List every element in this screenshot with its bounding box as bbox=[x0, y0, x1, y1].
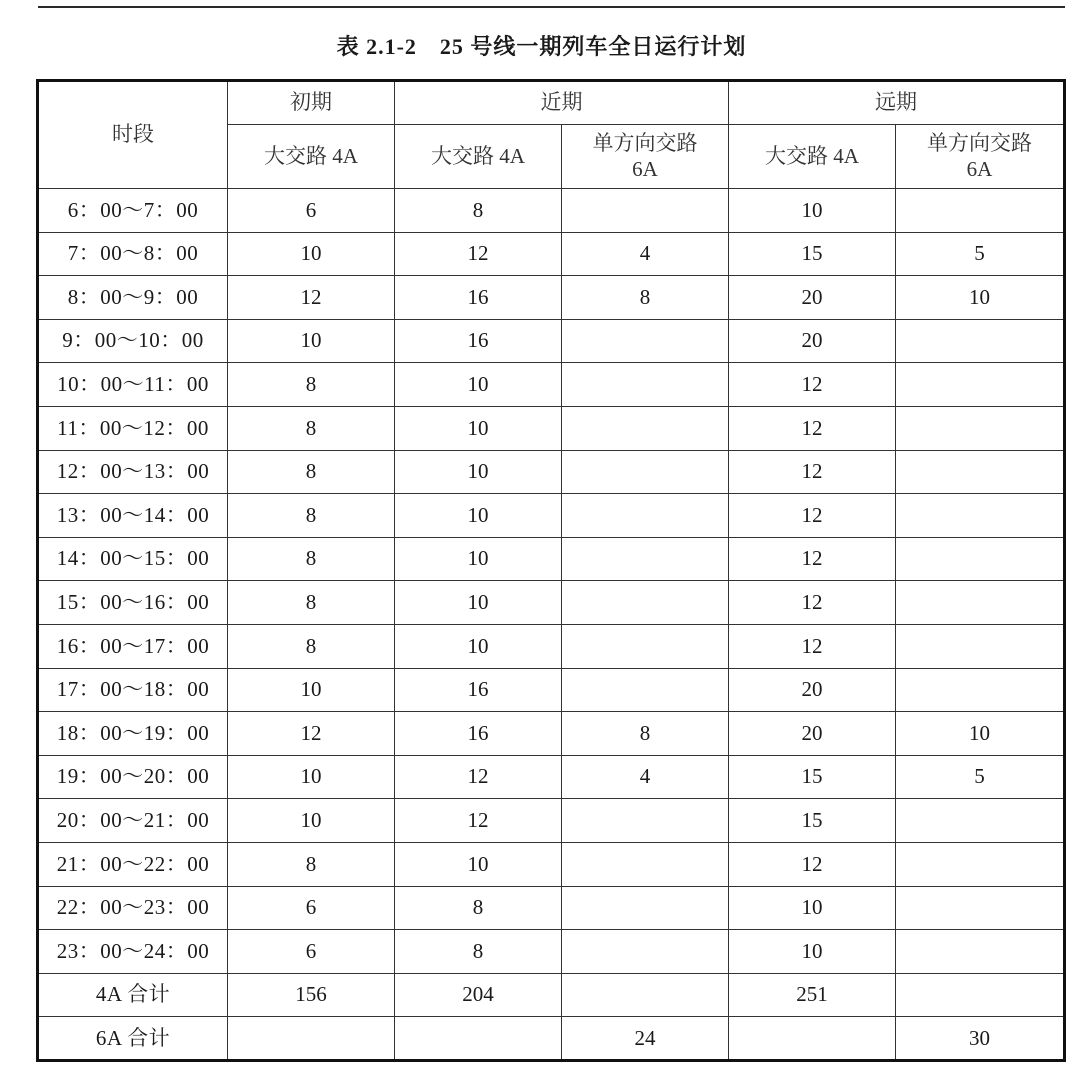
cell-initial: 8 bbox=[228, 406, 395, 450]
cell-near-4a: 204 bbox=[395, 973, 562, 1017]
cell-near-4a: 10 bbox=[395, 450, 562, 494]
cell-initial: 8 bbox=[228, 363, 395, 407]
cell-far-4a: 12 bbox=[729, 406, 896, 450]
period-cell: 4A 合计 bbox=[38, 973, 228, 1017]
cell-near-4a: 10 bbox=[395, 363, 562, 407]
header-near: 近期 bbox=[395, 81, 729, 125]
cell-far-6a bbox=[896, 189, 1065, 233]
cell-near-6a bbox=[562, 319, 729, 363]
cell-near-6a bbox=[562, 973, 729, 1017]
table-row bbox=[38, 189, 1065, 233]
cell-far-4a: 20 bbox=[729, 276, 896, 320]
cell-far-6a bbox=[896, 450, 1065, 494]
table-row bbox=[38, 973, 1065, 1017]
cell-near-6a: 24 bbox=[562, 1017, 729, 1061]
cell-near-6a bbox=[562, 799, 729, 843]
cell-near-6a bbox=[562, 581, 729, 625]
cell-near-4a: 10 bbox=[395, 537, 562, 581]
cell-initial: 8 bbox=[228, 494, 395, 538]
cell-far-4a: 10 bbox=[729, 930, 896, 974]
cell-initial: 6 bbox=[228, 886, 395, 930]
table-row bbox=[38, 1017, 1065, 1061]
cell-far-6a bbox=[896, 842, 1065, 886]
cell-near-4a: 10 bbox=[395, 842, 562, 886]
cell-far-6a: 10 bbox=[896, 712, 1065, 756]
cell-far-4a: 12 bbox=[729, 450, 896, 494]
cell-near-4a: 10 bbox=[395, 581, 562, 625]
cell-near-6a bbox=[562, 494, 729, 538]
cell-near-6a: 4 bbox=[562, 755, 729, 799]
cell-far-6a: 10 bbox=[896, 276, 1065, 320]
cell-far-4a: 10 bbox=[729, 189, 896, 233]
cell-initial bbox=[228, 1017, 395, 1061]
table-row bbox=[38, 886, 1065, 930]
period-cell: 12：00～13：00 bbox=[38, 450, 228, 494]
table-row bbox=[38, 842, 1065, 886]
cell-initial: 156 bbox=[228, 973, 395, 1017]
header-initial-4a: 大交路 4A bbox=[228, 125, 395, 189]
period-cell: 16：00～17：00 bbox=[38, 624, 228, 668]
cell-near-6a bbox=[562, 189, 729, 233]
table-row bbox=[38, 276, 1065, 320]
cell-near-4a: 16 bbox=[395, 276, 562, 320]
cell-near-6a: 8 bbox=[562, 276, 729, 320]
cell-near-4a: 16 bbox=[395, 668, 562, 712]
period-cell: 8：00～9：00 bbox=[38, 276, 228, 320]
cell-far-6a: 30 bbox=[896, 1017, 1065, 1061]
cell-far-4a: 251 bbox=[729, 973, 896, 1017]
period-cell: 6A 合计 bbox=[38, 1017, 228, 1061]
cell-near-4a: 12 bbox=[395, 799, 562, 843]
cell-far-6a bbox=[896, 363, 1065, 407]
table-row bbox=[38, 363, 1065, 407]
schedule-table bbox=[36, 79, 1066, 1062]
cell-far-4a bbox=[729, 1017, 896, 1061]
table-title: 表 2.1-2 25 号线一期列车全日运行计划 bbox=[336, 34, 747, 59]
cell-far-6a bbox=[896, 537, 1065, 581]
cell-far-6a: 5 bbox=[896, 232, 1065, 276]
cell-initial: 10 bbox=[228, 232, 395, 276]
cell-initial: 8 bbox=[228, 624, 395, 668]
period-cell: 15：00～16：00 bbox=[38, 581, 228, 625]
cell-near-6a: 4 bbox=[562, 232, 729, 276]
cell-far-4a: 12 bbox=[729, 537, 896, 581]
period-cell: 21：00～22：00 bbox=[38, 842, 228, 886]
cell-near-4a: 10 bbox=[395, 494, 562, 538]
cell-far-4a: 12 bbox=[729, 363, 896, 407]
cell-far-4a: 12 bbox=[729, 494, 896, 538]
cell-far-6a bbox=[896, 886, 1065, 930]
cell-near-6a bbox=[562, 930, 729, 974]
header-near-6a: 单方向交路 6A bbox=[562, 125, 729, 189]
table-row bbox=[38, 799, 1065, 843]
cell-initial: 6 bbox=[228, 930, 395, 974]
table-row bbox=[38, 712, 1065, 756]
header-near-4a: 大交路 4A bbox=[395, 125, 562, 189]
cell-initial: 10 bbox=[228, 799, 395, 843]
cell-far-4a: 15 bbox=[729, 232, 896, 276]
cell-near-6a bbox=[562, 363, 729, 407]
cell-near-4a: 8 bbox=[395, 189, 562, 233]
cell-near-4a: 16 bbox=[395, 319, 562, 363]
period-cell: 6：00～7：00 bbox=[38, 189, 228, 233]
cell-far-4a: 12 bbox=[729, 842, 896, 886]
header-period: 时段 bbox=[38, 81, 228, 189]
header-row-1 bbox=[38, 81, 1065, 125]
table-row bbox=[38, 406, 1065, 450]
cell-initial: 8 bbox=[228, 450, 395, 494]
cell-near-4a: 16 bbox=[395, 712, 562, 756]
cell-far-6a bbox=[896, 973, 1065, 1017]
top-rule bbox=[38, 6, 1065, 8]
header-far-6a: 单方向交路 6A bbox=[896, 125, 1065, 189]
cell-far-6a bbox=[896, 624, 1065, 668]
cell-far-6a bbox=[896, 668, 1065, 712]
cell-far-4a: 20 bbox=[729, 668, 896, 712]
cell-far-6a bbox=[896, 581, 1065, 625]
cell-initial: 8 bbox=[228, 581, 395, 625]
cell-far-6a bbox=[896, 319, 1065, 363]
table-row bbox=[38, 624, 1065, 668]
table-row bbox=[38, 930, 1065, 974]
cell-far-6a bbox=[896, 799, 1065, 843]
period-cell: 10：00～11：00 bbox=[38, 363, 228, 407]
cell-far-6a: 5 bbox=[896, 755, 1065, 799]
table-row bbox=[38, 537, 1065, 581]
table-row bbox=[38, 450, 1065, 494]
table-row bbox=[38, 232, 1065, 276]
cell-far-4a: 20 bbox=[729, 319, 896, 363]
period-cell: 7：00～8：00 bbox=[38, 232, 228, 276]
table-row bbox=[38, 319, 1065, 363]
cell-far-6a bbox=[896, 406, 1065, 450]
cell-initial: 6 bbox=[228, 189, 395, 233]
period-cell: 13：00～14：00 bbox=[38, 494, 228, 538]
cell-initial: 10 bbox=[228, 755, 395, 799]
cell-far-6a bbox=[896, 930, 1065, 974]
cell-initial: 12 bbox=[228, 276, 395, 320]
cell-near-6a bbox=[562, 406, 729, 450]
period-cell: 20：00～21：00 bbox=[38, 799, 228, 843]
cell-initial: 10 bbox=[228, 319, 395, 363]
table-row bbox=[38, 755, 1065, 799]
cell-near-6a bbox=[562, 624, 729, 668]
period-cell: 23：00～24：00 bbox=[38, 930, 228, 974]
header-initial: 初期 bbox=[228, 81, 395, 125]
cell-near-6a bbox=[562, 842, 729, 886]
cell-far-4a: 20 bbox=[729, 712, 896, 756]
cell-initial: 8 bbox=[228, 537, 395, 581]
period-cell: 22：00～23：00 bbox=[38, 886, 228, 930]
cell-initial: 8 bbox=[228, 842, 395, 886]
cell-initial: 12 bbox=[228, 712, 395, 756]
period-cell: 14：00～15：00 bbox=[38, 537, 228, 581]
cell-near-4a: 10 bbox=[395, 624, 562, 668]
table-row bbox=[38, 494, 1065, 538]
period-cell: 19：00～20：00 bbox=[38, 755, 228, 799]
cell-far-4a: 12 bbox=[729, 624, 896, 668]
period-cell: 11：00～12：00 bbox=[38, 406, 228, 450]
period-cell: 17：00～18：00 bbox=[38, 668, 228, 712]
cell-near-4a: 8 bbox=[395, 886, 562, 930]
cell-initial: 10 bbox=[228, 668, 395, 712]
cell-near-6a bbox=[562, 537, 729, 581]
header-far: 远期 bbox=[729, 81, 1065, 125]
table-row bbox=[38, 668, 1065, 712]
table-row bbox=[38, 581, 1065, 625]
cell-near-4a: 12 bbox=[395, 232, 562, 276]
cell-far-4a: 12 bbox=[729, 581, 896, 625]
period-cell: 9：00～10：00 bbox=[38, 319, 228, 363]
cell-far-4a: 15 bbox=[729, 799, 896, 843]
cell-near-4a: 8 bbox=[395, 930, 562, 974]
cell-near-6a bbox=[562, 450, 729, 494]
cell-near-6a bbox=[562, 668, 729, 712]
header-far-4a: 大交路 4A bbox=[729, 125, 896, 189]
cell-far-4a: 15 bbox=[729, 755, 896, 799]
cell-near-4a bbox=[395, 1017, 562, 1061]
cell-near-4a: 12 bbox=[395, 755, 562, 799]
period-cell: 18：00～19：00 bbox=[38, 712, 228, 756]
cell-far-4a: 10 bbox=[729, 886, 896, 930]
cell-far-6a bbox=[896, 494, 1065, 538]
cell-near-6a: 8 bbox=[562, 712, 729, 756]
cell-near-6a bbox=[562, 886, 729, 930]
cell-near-4a: 10 bbox=[395, 406, 562, 450]
